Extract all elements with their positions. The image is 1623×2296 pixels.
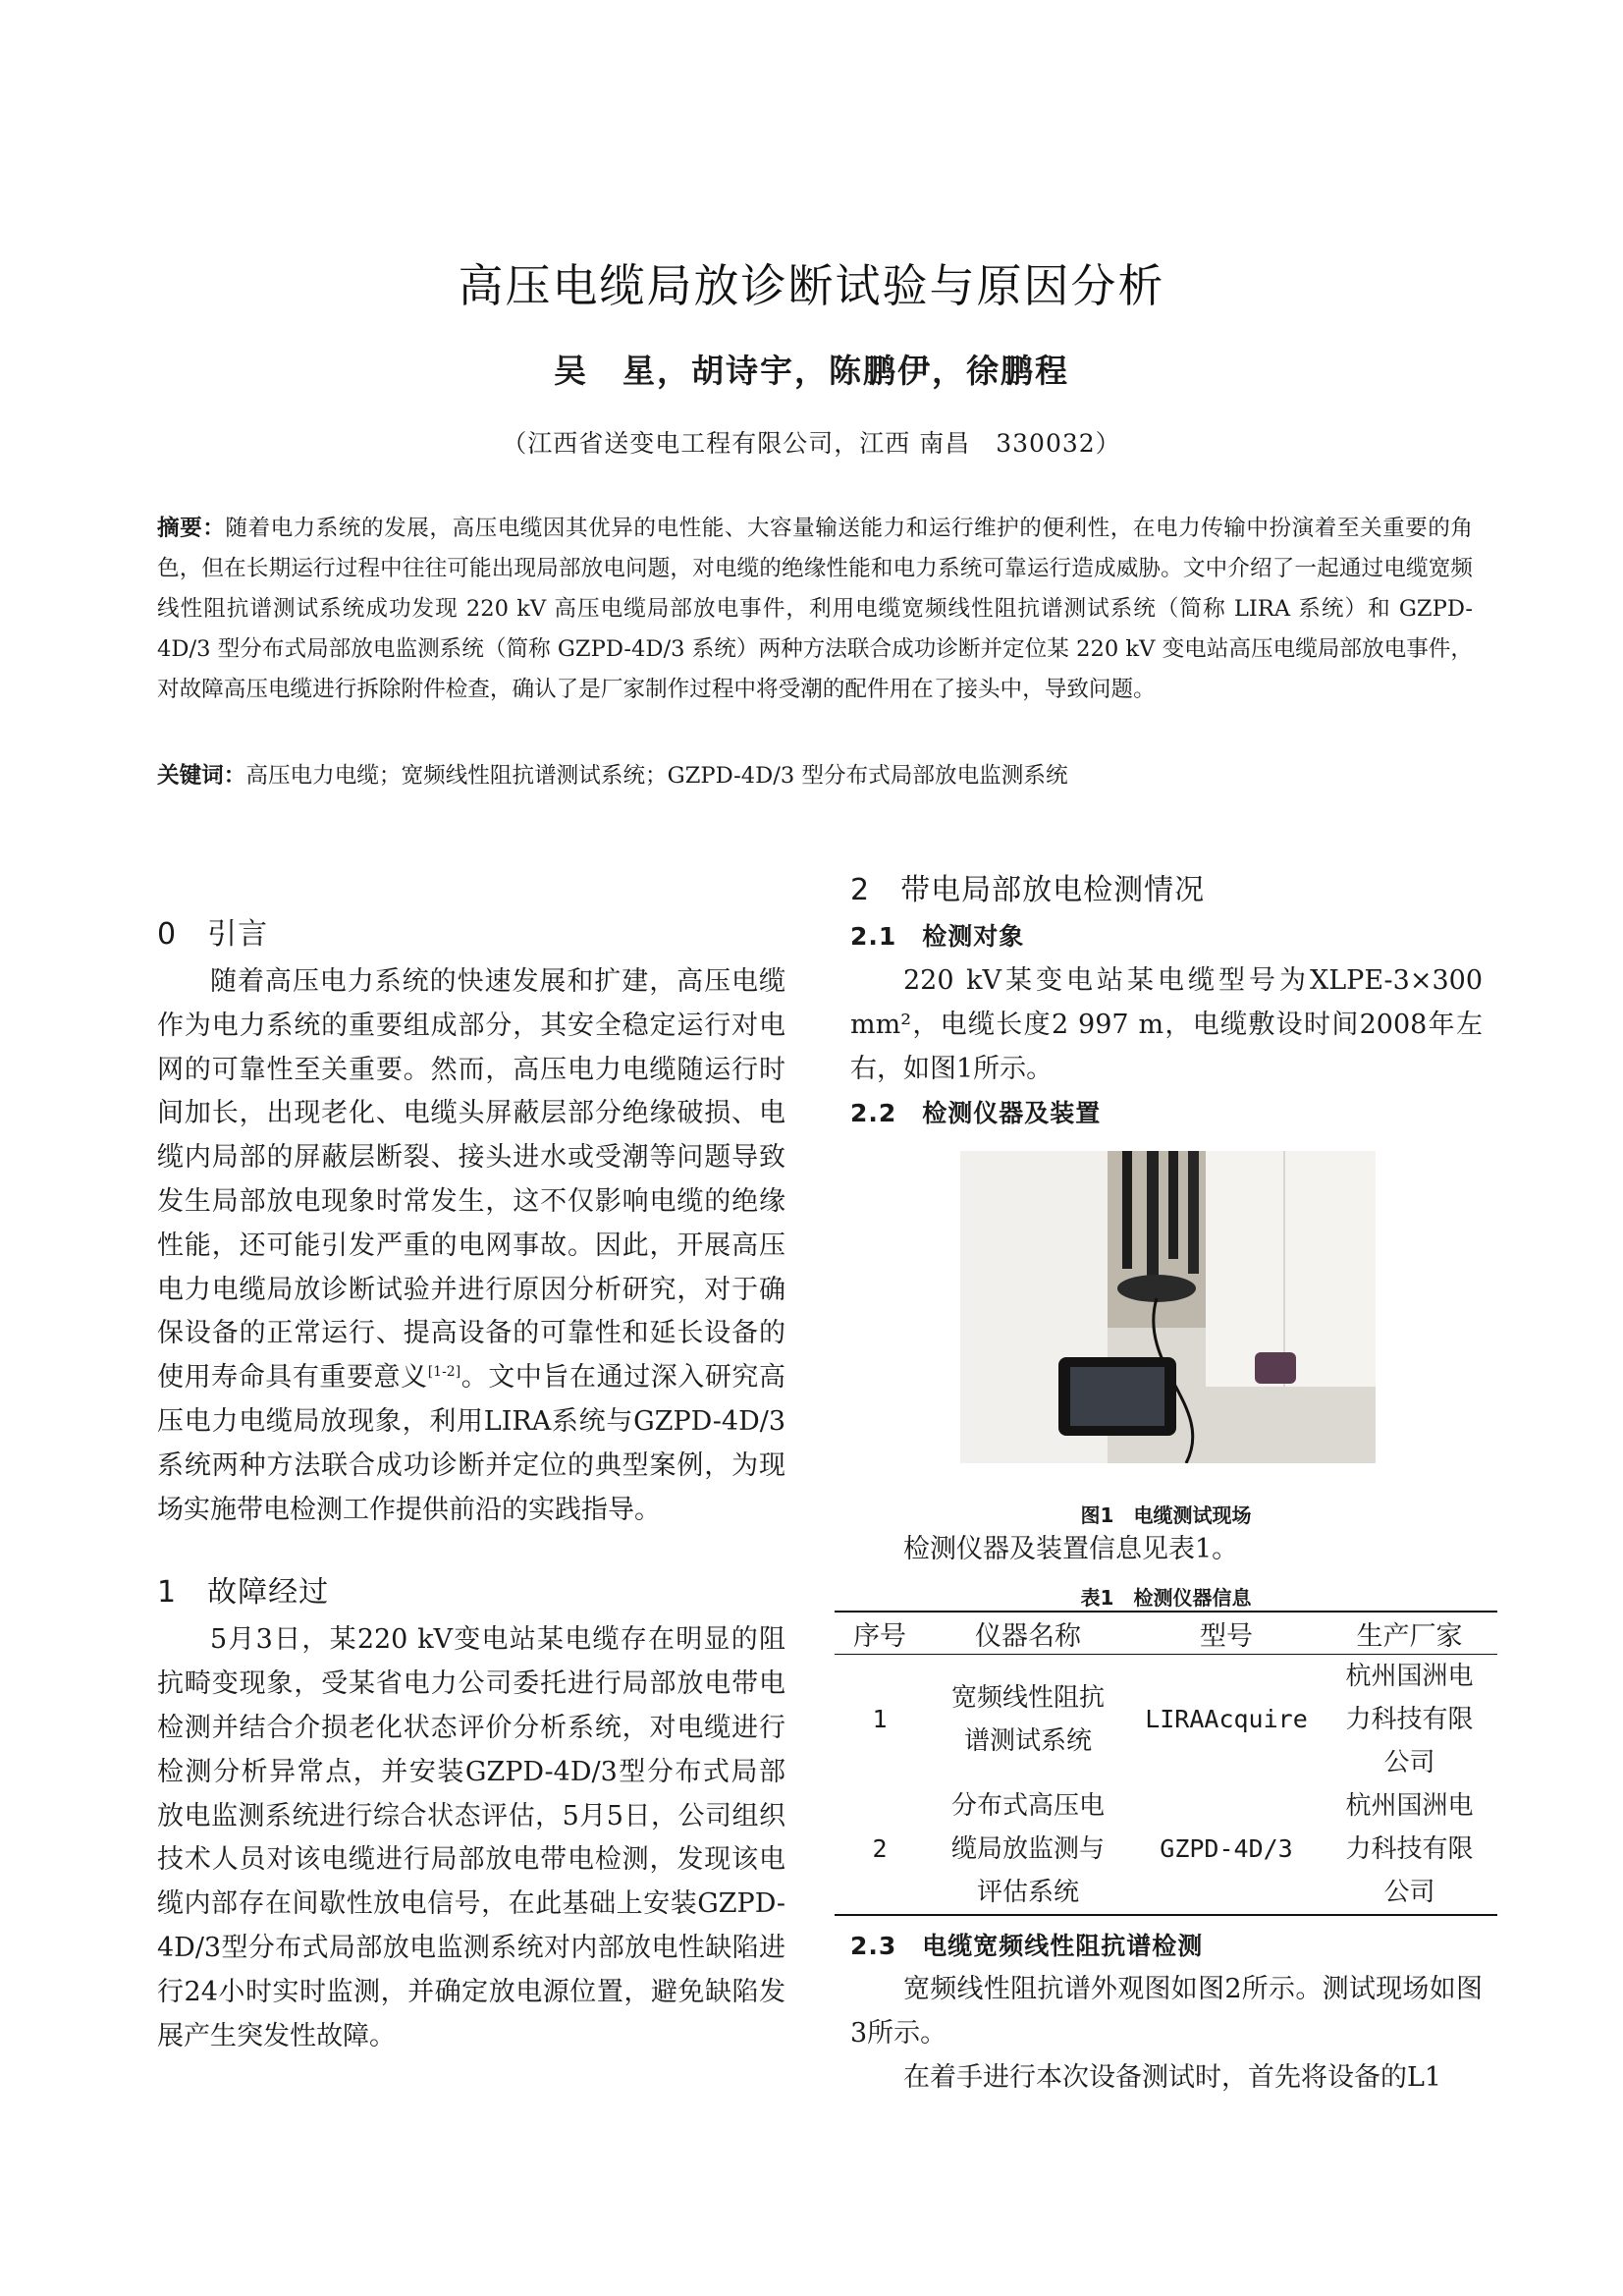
cable-1: [1122, 1151, 1132, 1269]
section-2-heading: 2 带电局部放电检测情况: [850, 873, 1206, 907]
header-model: 型号: [1131, 1612, 1322, 1655]
sensor-pad: [1255, 1352, 1296, 1384]
header-maker: 生产厂家: [1322, 1612, 1497, 1655]
author-list: 吴 星，胡诗宇，陈鹏伊，徐鹏程: [554, 352, 1069, 390]
cabinet-door-right: [1206, 1151, 1376, 1387]
keywords: [157, 756, 1473, 795]
table-1-caption: 表1 检测仪器信息: [1080, 1586, 1252, 1610]
section-2-2-heading: 2.2 检测仪器及装置: [850, 1099, 1102, 1128]
cell-model: GZPD-4D/3: [1131, 1784, 1322, 1915]
section-2-3-heading: 2.3 电缆宽频线性阻抗谱检测: [850, 1932, 1204, 1960]
section-0-text-a: 随着高压电力系统的快速发展和扩建，高压电缆作为电力系统的重要组成部分，其安全稳定运行对电网的可靠性至关重要。然而，高压电力电缆随运行时间加长，出现老化、电缆头屏蔽层部分绝缘破损、电缆内局部的屏蔽层断裂、接头进水或受潮等问题导致发生局部放电现象时常发生，这不仅影响电缆的绝缘性能，还可能引发严重的电网事故。因此，开展高压电力电缆局放诊断试验并进行原因分析研究，对于确保设备的正常运行、提高设备的可靠性和延长设备的使用寿命具有重要意义: [157, 966, 785, 1394]
table-row: [835, 1655, 1497, 1785]
cable-4: [1188, 1151, 1199, 1274]
section-2-3-paragraph-2: 在着手进行本次设备测试时，首先将设备的L1: [903, 2061, 1442, 2093]
section-1-paragraph: 5月3日，某220 kV变电站某电缆存在明显的阻抗畸变现象，受某省电力公司委托进行局部放电带电检测并结合介损老化状态评价分析系统，对电缆进行检测分析异常点，并安装GZPD-4D/3型分布式局部放电监测系统进行综合状态评估，5月5日，公司组织技术人员对该电缆进行局部放电带电检测，发现该电缆内部存在间歇性放电信号，在此基础上安装GZPD-4D/3型分布式局部放电监测系统对内部放电性缺陷进行24小时实时监测，并确定放电源位置，避免缺陷发展产生突发性故障。: [157, 1624, 785, 2051]
cell-no: 1: [872, 1705, 888, 1733]
header-name: 仪器名称: [925, 1612, 1131, 1655]
figure-1-caption: 图1 电缆测试现场: [1080, 1503, 1252, 1527]
section-0-paragraph: [157, 960, 785, 1532]
abstract-label: 摘要：: [157, 516, 226, 541]
figure-1-photo: [960, 1151, 1376, 1463]
cable-clamp: [1117, 1275, 1196, 1302]
cell-maker: 杭州国洲电力科技有限公司: [1322, 1784, 1497, 1915]
section-0-text-b: 。文中旨在通过深入研究高压电力电缆局放现象，利用LIRA系统与GZPD-4D/3系统两种方法联合成功诊断并定位的典型案例，为现场实施带电检测工作提供前沿的实践指导。: [157, 1362, 786, 1525]
device-screen: [1070, 1367, 1164, 1426]
keywords-text: 高压电力电缆；宽频线性阻抗谱测试系统；GZPD-4D/3 型分布式局部放电监测系统: [245, 763, 1068, 789]
cable-2: [1147, 1151, 1159, 1279]
table-intro-text: 检测仪器及装置信息见表1。: [903, 1534, 1239, 1564]
left-column: [157, 913, 785, 2058]
section-1-heading: 1 故障经过: [157, 1575, 330, 1611]
cable-test-scene: [960, 1151, 1376, 1463]
affiliation: （江西省送变电工程有限公司，江西 南昌 330032）: [502, 429, 1121, 458]
cell-model: LIRAAcquire: [1145, 1705, 1308, 1733]
cell-name: 分布式高压电缆局放监测与评估系统: [925, 1784, 1131, 1915]
right-column-bottom: [850, 1925, 1483, 2100]
section-0-heading: 0 引言: [157, 917, 269, 952]
section-2-3-paragraph-1: 宽频线性阻抗谱外观图如图2所示。测试现场如图3所示。: [850, 1974, 1483, 2049]
table-header-row: [835, 1612, 1497, 1655]
paper-title: 高压电缆局放诊断试验与原因分析: [458, 259, 1165, 312]
abstract: [157, 509, 1473, 710]
keywords-label: 关键词：: [157, 763, 246, 789]
cell-no: 2: [835, 1784, 925, 1915]
cell-maker: 杭州国洲电力科技有限公司: [1345, 1662, 1474, 1777]
citation-ref: [1-2]: [427, 1364, 461, 1381]
header-no: 序号: [835, 1612, 925, 1655]
right-column-top: [850, 869, 1483, 1136]
table-1: [835, 1611, 1497, 1916]
abstract-text: 随着电力系统的发展，高压电缆因其优异的电性能、大容量输送能力和运行维护的便利性，在电力传输中扮演着至关重要的角色，但在长期运行过程中往往可能出现局部放电问题，对电缆的绝缘性能和电力系统可靠运行造成威胁。文中介绍了一起通过电缆宽频线性阻抗谱测试系统成功发现 220 kV 高压电缆局部放电事件，利用电缆宽频线性阻抗谱测试系统（简称 LIRA 系统）和 GZPD-4D/3 型分布式局部放电监测系统（简称 GZPD-4D/3 系统）两种方法联合成功诊断并定位某 220 kV 变电站高压电缆局部放电事件，对故障高压电缆进行拆除附件检查，确认了是厂家制作过程中将受潮的配件用在了接头中，导致问题。: [157, 516, 1474, 702]
cable-3: [1168, 1151, 1178, 1259]
table-intro: [850, 1528, 1483, 1572]
cell-name: 宽频线性阻抗谱测试系统: [950, 1683, 1105, 1756]
table-row: [835, 1784, 1497, 1915]
section-2-1-heading: 2.1 检测对象: [850, 922, 1025, 951]
section-2-1-paragraph: 220 kV某变电站某电缆型号为XLPE-3×300 mm²，电缆长度2 997 m，电缆敷设时间2008年左右，如图1所示。: [850, 965, 1483, 1084]
